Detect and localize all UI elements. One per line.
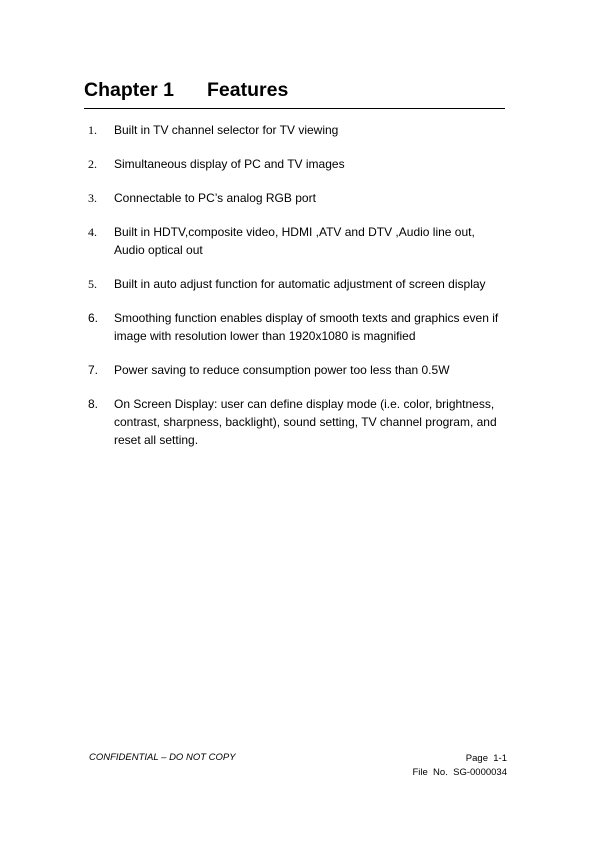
feature-item-6	[88, 309, 508, 345]
file-number: File No. SG-0000034	[412, 767, 507, 778]
feature-text: On Screen Display: user can define display mode (i.e. color, brightness, contrast, sharpness, backlight), sound setting, TV channel program, and reset all setting.	[114, 397, 497, 447]
feature-number: 1.	[88, 123, 97, 137]
feature-text: Built in TV channel selector for TV viewing	[114, 123, 339, 137]
feature-text: Power saving to reduce consumption power too less than 0.5W	[114, 363, 450, 377]
feature-item-8	[88, 395, 508, 449]
feature-list	[88, 121, 508, 465]
page-footer-info	[412, 752, 507, 780]
feature-item-5	[88, 275, 508, 293]
feature-text: Built in HDTV,composite video, HDMI ,ATV and DTV ,Audio line out, Audio optical out	[114, 225, 475, 257]
feature-item-3	[88, 189, 508, 207]
feature-text: Connectable to PC’s analog RGB port	[114, 191, 316, 205]
feature-text: Smoothing function enables display of smooth texts and graphics even if image with resolution lower than 1920x1080 is magnified	[114, 311, 499, 343]
feature-item-2	[88, 155, 508, 173]
feature-item-1	[88, 121, 508, 139]
feature-item-7	[88, 361, 508, 379]
feature-number: 3.	[88, 191, 97, 205]
chapter-number: Chapter 1	[84, 79, 174, 101]
feature-number: 4.	[88, 225, 97, 239]
feature-number: 7.	[88, 363, 99, 377]
feature-text: Built in auto adjust function for automatic adjustment of screen display	[114, 277, 486, 291]
heading-rule	[84, 108, 505, 109]
feature-number: 5.	[88, 277, 97, 291]
chapter-title: Features	[207, 79, 289, 101]
feature-text: Simultaneous display of PC and TV images	[114, 157, 345, 171]
chapter-heading	[84, 78, 288, 102]
feature-number: 2.	[88, 157, 97, 171]
page-number: Page 1-1	[465, 753, 507, 764]
feature-item-4	[88, 223, 508, 259]
confidential-notice: CONFIDENTIAL – DO NOT COPY	[89, 752, 236, 763]
feature-number: 6.	[88, 311, 99, 325]
feature-number: 8.	[88, 397, 99, 411]
